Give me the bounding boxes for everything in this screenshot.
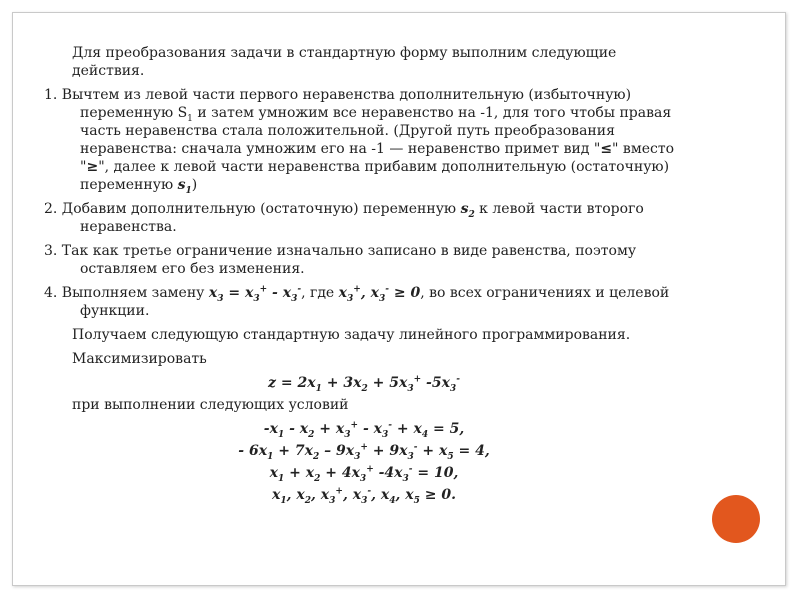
constraint-1: $-x_1 - x_2 + x_3^+ - x_3^- + x_4 = 5$, xyxy=(263,420,465,440)
step-number: 3. xyxy=(44,243,58,259)
ge-sign: ≥ xyxy=(86,159,99,175)
replacement-formula: $x_3 = x_3^+ - x_3^-$ xyxy=(208,284,302,304)
step-text: к левой части второго неравенства. xyxy=(80,201,644,235)
constraint-2: - $6x_1 + 7x_2 - 9x_3^+ + 9x_3^- + x_5 = 4$, xyxy=(238,442,490,462)
step-3 xyxy=(44,242,684,278)
decorative-circle xyxy=(712,495,760,543)
le-sign: ≤ xyxy=(600,141,613,157)
variable: $s_1$ xyxy=(177,177,192,196)
variable: $s_2$ xyxy=(460,201,475,220)
constraint-4: $x_1$, $x_2$, $x_3^+$, $x_3^-$, $x_4$, $x_5 \ge 0$. xyxy=(272,486,456,506)
step-text: " вместо " xyxy=(80,141,675,175)
intro-paragraph: Для преобразования задачи в стандартную форму выполним следующие действия. xyxy=(72,45,617,79)
step-text: Вычтем из левой части первого неравенства дополнительную (избыточную) переменную xyxy=(57,87,632,121)
variable: $S_1$ xyxy=(177,105,193,124)
step-text: Так как третье ограничение изначально записано в виде равенства, поэтому оставляем его без изменения. xyxy=(57,243,637,277)
maximize-line: Максимизировать xyxy=(72,351,207,367)
step-text: Добавим дополнительную (остаточную) переменную xyxy=(57,201,461,217)
step-number: 1. xyxy=(44,87,58,103)
conditions-line: при выполнении следующих условий xyxy=(72,397,349,413)
result-line: Получаем следующую стандартную задачу линейного программирования. xyxy=(72,327,631,343)
step-number: 4. xyxy=(44,285,58,301)
slide-content xyxy=(44,44,684,508)
step-text: ", далее к левой части неравенства прибавим дополнительную (остаточную) переменную xyxy=(80,159,670,193)
step-text: Выполняем замену xyxy=(57,285,209,301)
step-text: , где xyxy=(301,285,339,301)
step-4 xyxy=(44,284,684,320)
step-text: , во всех ограничениях и целевой функции. xyxy=(80,285,670,319)
step-2 xyxy=(44,200,684,236)
objective-function: $z = 2x_1 + 3x_2 + 5x_3^+$ $-5x_3^-$ xyxy=(268,374,460,394)
step-number: 2. xyxy=(44,201,58,217)
step-1: 1. Вычтем из левой части первого неравенства дополнительную (избыточную) переменную $S_1$ и затем умножим все неравенство на -1, для того чтобы правая часть неравенства стала положительной. (Другой путь преобразования неравенства: сначала умножим его на -1 — неравенство примет вид "≤" вместо "≥", далее к левой части неравенства прибавим дополнительную (остаточную) переменную $s_1$) xyxy=(44,87,675,196)
nonnegativity-condition: $x_3^+$, $x_3^- \ge 0$ xyxy=(338,284,421,304)
step-text: и затем умножим все неравенство на -1, для того чтобы правая часть неравенства стала положительной. (Другой путь преобразования неравенства: сначала умножим его на -1 — неравенство примет вид " xyxy=(80,105,672,157)
constraint-3: $x_1 + x_2 + 4x_3^+$ $-4x_3^- = 10$, xyxy=(269,464,459,484)
